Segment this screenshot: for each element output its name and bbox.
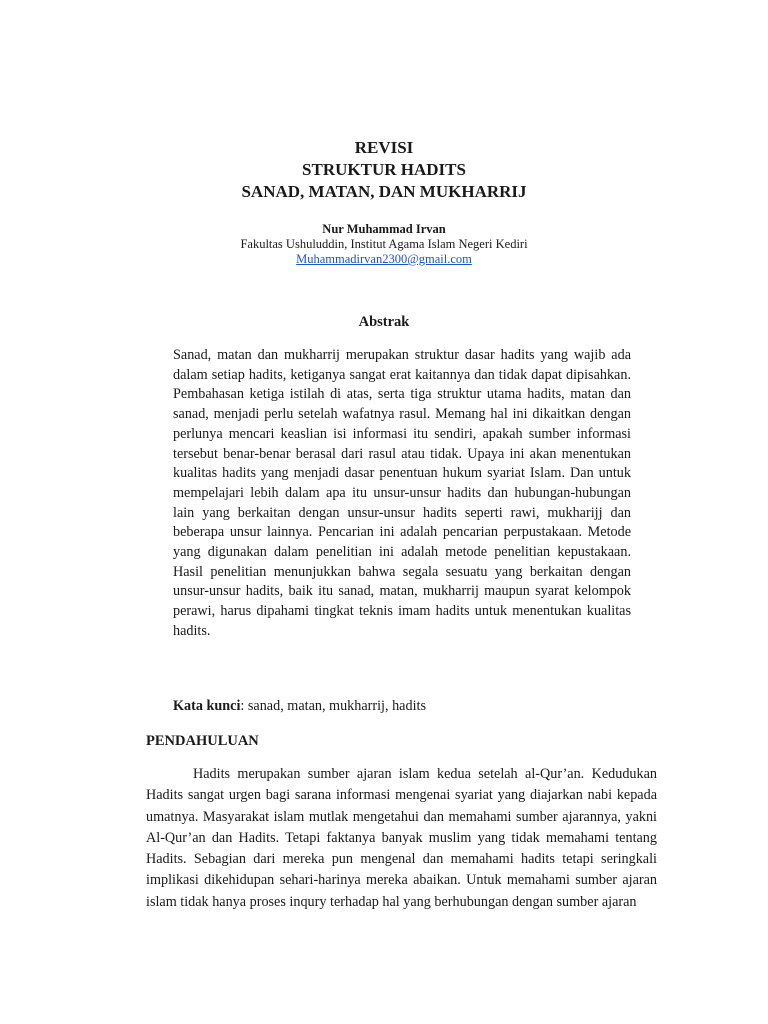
- title-line-3: SANAD, MATAN, DAN MUKHARRIJ: [241, 182, 527, 201]
- title-line-2: STRUKTUR HADITS: [302, 160, 466, 179]
- section-heading-introduction: PENDAHULUAN: [146, 733, 259, 749]
- author-name: Nur Muhammad Irvan: [322, 222, 446, 236]
- keywords-text: : sanad, matan, mukharrij, hadits: [240, 698, 426, 714]
- author-email-link[interactable]: Muhammadirvan2300@gmail.com: [296, 252, 472, 266]
- abstract-heading: Abstrak: [358, 314, 410, 330]
- keywords-label: Kata kunci: [173, 698, 241, 714]
- author-block: [0, 222, 768, 267]
- author-affiliation: Fakultas Ushuluddin, Institut Agama Islam Negeri Kediri: [240, 237, 528, 251]
- abstract-text: Sanad, matan dan mukharrij merupakan struktur dasar hadits yang wajib ada dalam setiap hadits, ketiganya sangat erat kaitannya dan tidak dapat dipisahkan. Pembahasan ketiga istilah di atas, serta tiga struktur utama hadits, matan dan sanad, menjadi perlu setelah wafatnya rasul. Memang hal ini dikaitkan dengan perlunya mencari keaslian isi informasi itu sendiri, apakah sumber informasi tersebut benar-benar berasal dari rasul atau tidak. Upaya ini akan menentukan kualitas hadits yang menjadi dasar penentuan hukum syariat Islam. Dan untuk mempelajari lebih dalam apa itu unsur-unsur hadits dan hubungan-hubungan lain yang berkaitan dengan unsur-unsur hadits seperti rawi, mukharijj dan beberapa unsur lainnya. Pencarian ini adalah pencarian perpustakaan. Metode yang digunakan dalam penelitian ini adalah metode penelitian kepustakaan. Hasil penelitian menunjukkan bahwa segala sesuatu yang berkaitan dengan unsur-unsur hadits, baik itu sanad, matan, mukharrij maupun syarat kelompok perawi, harus dipahami tingkat teknis imam hadits untuk menentukan kualitas hadits.: [173, 347, 631, 639]
- introduction-text: Hadits merupakan sumber ajaran islam kedua setelah al-Qur’an. Kedudukan Hadits sangat urgen bagi sarana informasi mengenai syariat yang diajarkan nabi kepada umatnya. Masyarakat islam mutlak mengetahui dan memahami sumber ajarannya, yakni Al-Qur’an dan Hadits. Tetapi faktanya banyak muslim yang tidak memahami tentang Hadits. Sebagian dari mereka pun mengenal dan memahami hadits tetapi seringkali implikasi dikehidupan sehari-harinya mereka abaikan. Untuk memahami sumber ajaran islam tidak hanya proses inqury terhadap hal yang berhubungan dengan sumber ajaran: [146, 766, 657, 910]
- paper-title: [0, 137, 768, 203]
- title-line-1: REVISI: [354, 138, 414, 157]
- keywords-line: [173, 696, 631, 716]
